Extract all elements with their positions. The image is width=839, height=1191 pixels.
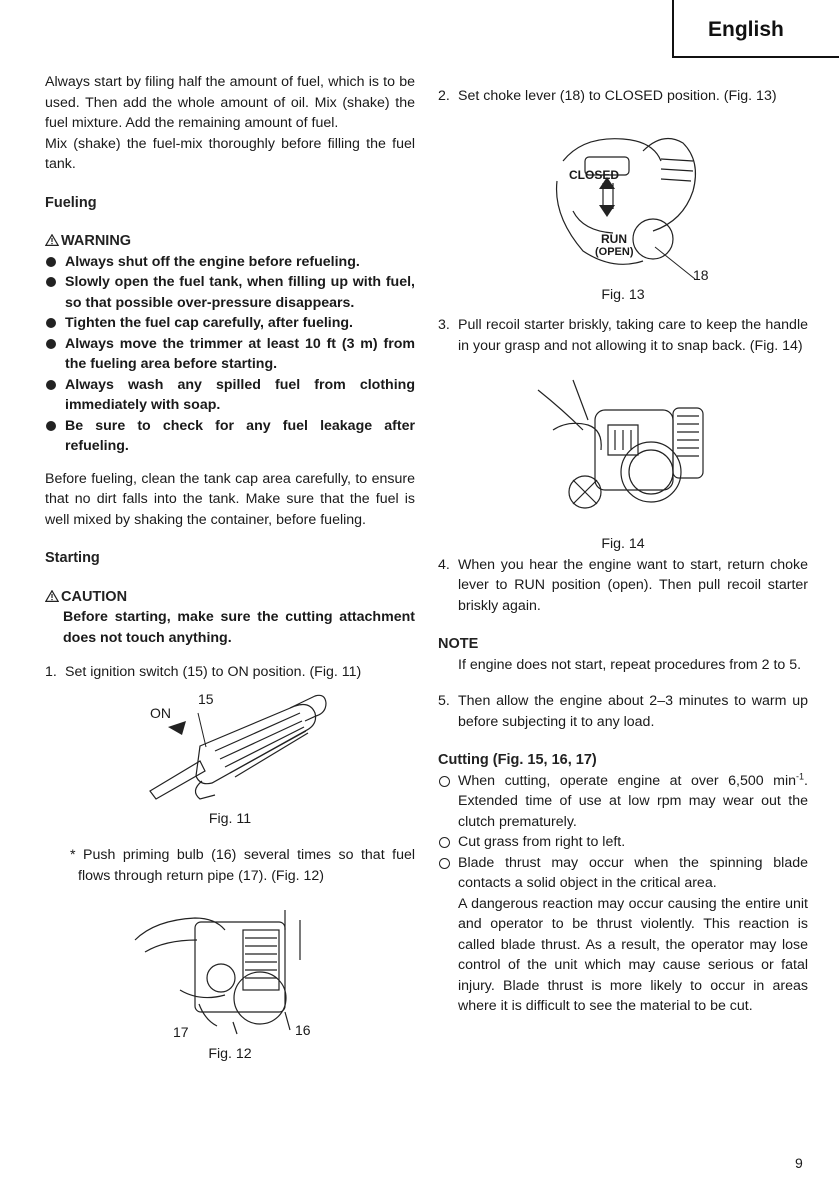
warning-list (45, 252, 415, 457)
bullet-dot (46, 318, 56, 328)
caution-heading (45, 587, 415, 608)
callout-16: 16 (295, 1022, 311, 1038)
starting-heading: Starting (45, 550, 100, 566)
cutting-item: When cutting, operate engine at over 6,500 $\min^{-1}$. Extended time of use at low rpm may wear out the clutch prematurely. (438, 771, 808, 833)
callout-15: 15 (198, 690, 214, 707)
bullet-ring (439, 776, 450, 787)
note-text: If engine does not start, repeat procedures from 2 to 5. (458, 656, 802, 673)
label-run: RUN (601, 231, 627, 246)
bullet-dot (46, 421, 56, 431)
figure-12-caption: Fig. 12 (208, 1046, 252, 1062)
label-open: (OPEN) (595, 245, 634, 258)
before-fueling-paragraph: Before fueling, clean the tank cap area carefully, to ensure that no dirt falls into the tank. Make sure that the fuel is well mixed by shaking the container, before fueling. (45, 470, 415, 528)
step-number: 4. (438, 556, 450, 573)
intro-paragraph-1: Always start by filing half the amount of fuel, which is to be used. Then add the whole amount of oil. Mix (shake) the fuel mixture. Add the remaining amount of fuel. (45, 74, 415, 131)
figure-14-caption: Fig. 14 (601, 536, 645, 552)
label-closed: CLOSED (569, 167, 620, 182)
warning-heading (45, 231, 415, 252)
note-heading: NOTE (438, 636, 479, 652)
figure-13-caption: Fig. 13 (601, 286, 645, 303)
blade-thrust-paragraph: A dangerous reaction may occur causing the entire unit and operator to be thrust violently. This reaction is called blade thrust. As a result, the operator may lose control of the unit which may cause serious or fatal injury. Blade thrust is more likely to occur in areas where it is difficult to see the material to be cut. (458, 895, 808, 1014)
step-5 (438, 691, 808, 732)
figure-11 (130, 691, 330, 803)
step-number: 1. (45, 664, 57, 680)
cutting-heading: Cutting (Fig. 15, 16, 17) (438, 752, 597, 768)
warning-item: Slowly open the fuel tank, when filling up with fuel, so that possible over-pressure disappears. (45, 272, 415, 313)
callout-18: 18 (693, 266, 709, 283)
step-number: 3. (438, 317, 450, 333)
step-text: When you hear the engine want to start, return choke lever to RUN position (open). Then pull recoil starter briskly again. (458, 556, 808, 614)
priming-note: * Push priming bulb (16) several times so that fuel flows through return pipe (17). (Fig. 12) (70, 847, 415, 884)
intro-paragraph-2: Mix (shake) the fuel-mix thoroughly before filling the fuel tank. (45, 135, 415, 172)
callout-on: ON (150, 704, 171, 721)
step-text: Then allow the engine about 2–3 minutes to warm up before subjecting it to any load. (458, 693, 808, 730)
warning-item: Tighten the fuel cap carefully, after fueling. (45, 313, 415, 334)
step-text: Set choke lever (18) to CLOSED position. (Fig. 13) (458, 88, 777, 104)
caution-text: Before starting, make sure the cutting attachment does not touch anything. (63, 609, 415, 646)
figure-12 (125, 900, 335, 1042)
recoil-starter-illustration (533, 370, 713, 526)
step-4 (438, 555, 808, 617)
cutting-item: Blade thrust may occur when the spinning blade contacts a solid object in the critical area. (438, 853, 808, 894)
caution-icon (45, 590, 59, 602)
figure-11-caption: Fig. 11 (208, 810, 252, 827)
step-number: 5. (438, 693, 450, 709)
page-number: 9 (795, 1155, 803, 1171)
bullet-dot (46, 257, 56, 267)
step-3 (438, 315, 808, 356)
warning-item: Always shut off the engine before refueling. (45, 252, 415, 273)
bullet-dot (46, 277, 56, 287)
warning-item: Be sure to check for any fuel leakage after refueling. (45, 416, 415, 457)
left-column (45, 72, 415, 1065)
bullet-ring (439, 837, 450, 848)
step-number: 2. (438, 88, 450, 104)
step-text: Pull recoil starter briskly, taking care to keep the handle in your grasp and not allowing it to snap back. (Fig. 14) (458, 317, 808, 354)
bullet-ring (439, 858, 450, 869)
bullet-dot (46, 339, 56, 349)
step-2 (438, 86, 808, 107)
step-1 (45, 662, 415, 683)
callout-17: 17 (173, 1024, 189, 1040)
figure-14 (533, 370, 713, 526)
warning-item: Always move the trimmer at least 10 ft (3 m) from the fueling area before starting. (45, 334, 415, 375)
warning-icon (45, 234, 59, 246)
priming-bulb-illustration (125, 900, 335, 1042)
caution-title: CAUTION (61, 588, 128, 605)
step-text: Set ignition switch (15) to ON position. (Fig. 11) (65, 664, 362, 680)
cutting-item: Cut grass from right to left. (438, 832, 808, 853)
fueling-heading: Fueling (45, 194, 97, 211)
bullet-dot (46, 380, 56, 390)
warning-title: WARNING (61, 233, 132, 249)
figure-13 (543, 121, 709, 283)
language-label: English (708, 18, 784, 41)
warning-item: Always wash any spilled fuel from clothing immediately with soap. (45, 375, 415, 416)
right-column (438, 86, 808, 1017)
language-tab (672, 0, 839, 58)
